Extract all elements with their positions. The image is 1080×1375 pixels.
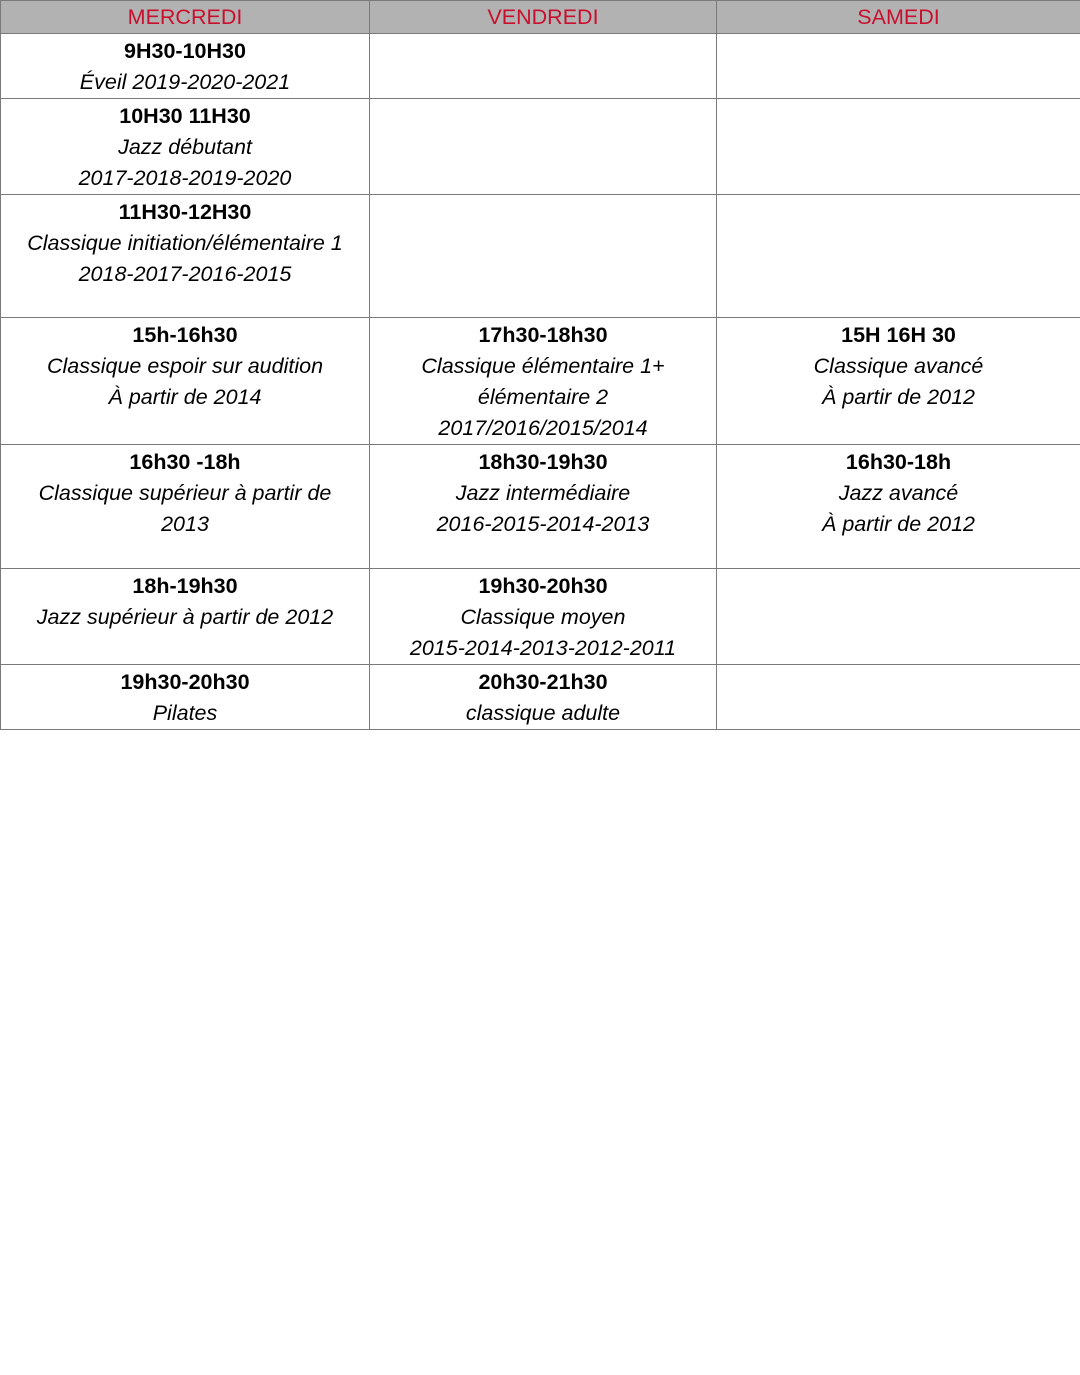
table-row xyxy=(1,34,1080,99)
slot-detail: 2016-2015-2014-2013 xyxy=(436,512,650,536)
slot-detail: 2013 xyxy=(161,512,209,536)
slot-detail: À partir de 2014 xyxy=(108,385,262,409)
day-header-samedi xyxy=(717,1,1080,34)
slot-time: 19h30-20h30 xyxy=(478,574,608,598)
day-label-mercredi: MERCREDI xyxy=(127,5,243,29)
slot-detail: Jazz débutant xyxy=(118,135,252,159)
slot-time: 9H30-10H30 xyxy=(124,39,246,63)
table-row xyxy=(1,569,1080,665)
slot-cell-samedi xyxy=(717,318,1080,445)
slot-detail: 2017/2016/2015/2014 xyxy=(438,416,648,440)
slot-cell-mercredi xyxy=(1,99,370,195)
slot-cell-mercredi xyxy=(1,445,370,569)
day-label-samedi: SAMEDI xyxy=(857,5,940,29)
slot-cell-mercredi xyxy=(1,195,370,318)
header-row xyxy=(1,1,1080,34)
slot-detail: Jazz supérieur à partir de 2012 xyxy=(36,605,334,629)
empty-cell-samedi xyxy=(717,195,1080,318)
slot-time: 19h30-20h30 xyxy=(120,670,250,694)
slot-cell-vendredi xyxy=(370,665,717,730)
slot-detail: Classique moyen xyxy=(460,605,626,629)
empty-cell-vendredi xyxy=(370,34,717,99)
empty-cell-samedi xyxy=(717,569,1080,665)
slot-time: 15h-16h30 xyxy=(132,323,238,347)
slot-detail: Classique initiation/élémentaire 1 xyxy=(27,231,343,255)
slot-detail: classique adulte xyxy=(465,701,621,725)
table-row xyxy=(1,195,1080,318)
empty-cell-samedi xyxy=(717,665,1080,730)
slot-detail: Éveil 2019-2020-2021 xyxy=(79,70,291,94)
slot-cell-samedi xyxy=(717,445,1080,569)
slot-detail: Classique élémentaire 1+ xyxy=(421,354,665,378)
slot-time: 10H30 11H30 xyxy=(119,104,251,128)
slot-cell-vendredi xyxy=(370,318,717,445)
slot-detail: 2017-2018-2019-2020 xyxy=(78,166,292,190)
table-row xyxy=(1,99,1080,195)
slot-cell-mercredi xyxy=(1,569,370,665)
slot-detail: Pilates xyxy=(152,701,218,725)
slot-time: 17h30-18h30 xyxy=(478,323,608,347)
slot-cell-vendredi xyxy=(370,445,717,569)
day-label-vendredi: VENDREDI xyxy=(487,5,599,29)
slot-time: 11H30-12H30 xyxy=(118,200,252,224)
slot-time: 18h-19h30 xyxy=(132,574,238,598)
slot-detail: élémentaire 2 xyxy=(477,385,609,409)
day-header-mercredi xyxy=(1,1,370,34)
slot-detail: Jazz avancé xyxy=(838,481,959,505)
slot-detail: À partir de 2012 xyxy=(822,385,975,409)
slot-detail: Jazz intermédiaire xyxy=(455,481,631,505)
slot-detail: À partir de 2012 xyxy=(822,512,975,536)
slot-detail: Classique avancé xyxy=(813,354,984,378)
slot-time: 16h30-18h xyxy=(845,450,952,474)
slot-time: 15H 16H 30 xyxy=(841,323,956,347)
slot-time: 20h30-21h30 xyxy=(478,670,608,694)
empty-cell-vendredi xyxy=(370,99,717,195)
slot-cell-mercredi xyxy=(1,34,370,99)
slot-cell-mercredi xyxy=(1,665,370,730)
slot-cell-mercredi xyxy=(1,318,370,445)
slot-cell-vendredi xyxy=(370,569,717,665)
slot-detail: 2018-2017-2016-2015 xyxy=(78,262,292,286)
day-header-vendredi xyxy=(370,1,717,34)
slot-detail: Classique espoir sur audition xyxy=(46,354,324,378)
table-row xyxy=(1,445,1080,569)
slot-time: 16h30 -18h xyxy=(129,450,241,474)
slot-time: 18h30-19h30 xyxy=(478,450,608,474)
empty-cell-samedi xyxy=(717,34,1080,99)
slot-detail: 2015-2014-2013-2012-2011 xyxy=(409,636,677,660)
slot-detail: Classique supérieur à partir de xyxy=(38,481,332,505)
empty-cell-vendredi xyxy=(370,195,717,318)
table-row xyxy=(1,665,1080,730)
table-row xyxy=(1,318,1080,445)
empty-cell-samedi xyxy=(717,99,1080,195)
